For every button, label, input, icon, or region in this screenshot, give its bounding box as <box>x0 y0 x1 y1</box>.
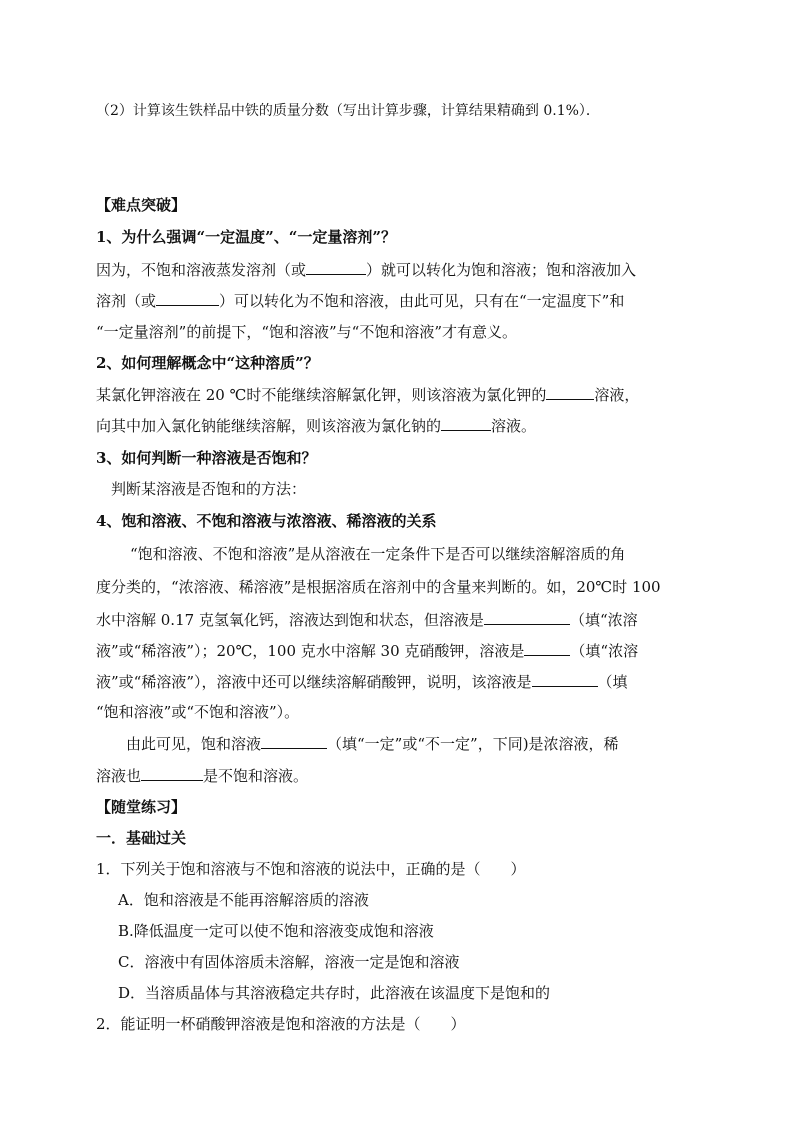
difficulty-section-title: 【难点突破】 <box>96 196 187 214</box>
question-1-option-d: D．当溶质晶体与其溶液稳定共存时，此溶液在该温度下是饱和的 <box>118 984 551 1002</box>
difficulty-paragraph-4-line-1: “饱和溶液、不饱和溶液”是从溶液在一定条件下是否可以继续溶解溶质的角 <box>130 545 626 563</box>
difficulty-paragraph-4-line-5 <box>96 672 628 692</box>
difficulty-heading-2: 2、如何理解概念中“这种溶质”？ <box>96 354 319 372</box>
text-segment: 水中溶解 0.17 克氢氧化钙，溶液达到饱和状态，但溶液是 <box>96 611 484 629</box>
text-segment: （填“一定”或“不一定”，下同)是浓溶液，稀 <box>327 735 619 753</box>
fill-blank <box>546 385 594 400</box>
fill-blank <box>306 260 366 275</box>
text-segment: 是不饱和溶液。 <box>203 767 309 785</box>
question-2-stem: 2．能证明一杯硝酸钾溶液是饱和溶液的方法是（ ） <box>96 1015 466 1033</box>
difficulty-paragraph-4-line-2: 度分类的，“浓溶液、稀溶液”是根据溶质在溶剂中的含量来判断的。如，20℃时 100 <box>96 578 661 596</box>
fill-blank <box>524 641 570 656</box>
text-segment: 因为，不饱和溶液蒸发溶剂（或 <box>96 261 307 279</box>
text-segment: 液”或“稀溶液”），溶液中还可以继续溶解硝酸钾，说明，该溶液是 <box>96 673 532 691</box>
difficulty-paragraph-4-line-3 <box>96 610 638 630</box>
difficulty-paragraph-3: 判断某溶液是否饱和的方法： <box>111 480 307 498</box>
difficulty-heading-3: 3、如何判断一种溶液是否饱和？ <box>96 449 317 467</box>
text-segment: ）可以转化为不饱和溶液，由此可见，只有在“一定温度下”和 <box>219 292 625 310</box>
text-segment: 液”或“稀溶液”）；20℃，100 克水中溶解 30 克硝酸钾，溶液是 <box>96 642 525 660</box>
text-segment: （填 <box>597 673 628 691</box>
fill-blank <box>532 672 598 687</box>
text-segment: 溶液也 <box>96 767 142 785</box>
fill-blank <box>141 766 203 781</box>
difficulty-paragraph-1-line-3: “一定量溶剂”的前提下，“饱和溶液”与“不饱和溶液”才有意义。 <box>96 323 518 341</box>
text-segment: ）就可以转化为饱和溶液；饱和溶液加入 <box>366 261 637 279</box>
text-segment: 由此可见，饱和溶液 <box>126 735 262 753</box>
difficulty-paragraph-1-line-1 <box>96 260 636 280</box>
text-segment: 溶液， <box>594 386 640 404</box>
text-segment: 溶液。 <box>491 417 537 435</box>
difficulty-paragraph-5-line-1 <box>126 734 619 754</box>
question-1-stem: 1．下列关于饱和溶液与不饱和溶液的说法中，正确的是（ ） <box>96 860 526 878</box>
practice-section-title: 【随堂练习】 <box>96 798 187 816</box>
basic-section-heading: 一．基础过关 <box>96 829 187 847</box>
question-1-option-c: C．溶液中有固体溶质未溶解，溶液一定是饱和溶液 <box>118 953 460 971</box>
fill-blank <box>441 416 491 431</box>
difficulty-heading-4: 4、饱和溶液、不饱和溶液与浓溶液、稀溶液的关系 <box>96 512 437 530</box>
difficulty-paragraph-4-line-6: “饱和溶液”或“不饱和溶液”）。 <box>96 703 300 721</box>
fill-blank <box>156 291 219 306</box>
text-segment: 向其中加入氯化钠能继续溶解，则该溶液为氯化钠的 <box>96 417 442 435</box>
text-segment: （填“浓溶 <box>569 611 638 629</box>
question-1-option-b: B.降低温度一定可以使不饱和溶液变成饱和溶液 <box>118 922 434 940</box>
difficulty-paragraph-4-line-4 <box>96 641 638 661</box>
question-1-option-a: A．饱和溶液是不能再溶解溶质的溶液 <box>118 891 369 909</box>
fill-blank <box>484 610 570 625</box>
difficulty-paragraph-2-line-1 <box>96 385 639 405</box>
difficulty-paragraph-5-line-2 <box>96 766 308 786</box>
difficulty-heading-1: 1、为什么强调“一定温度”、“一定量溶剂”？ <box>96 228 396 246</box>
question-2-calc: （2）计算该生铁样品中铁的质量分数（写出计算步骤，计算结果精确到 0.1%）． <box>96 103 600 119</box>
text-segment: 某氯化钾溶液在 20 ℃时不能继续溶解氯化钾，则该溶液为氯化钾的 <box>96 386 547 404</box>
difficulty-paragraph-1-line-2 <box>96 291 624 311</box>
fill-blank <box>261 734 327 749</box>
difficulty-paragraph-2-line-2 <box>96 416 536 436</box>
text-segment: 溶剂（或 <box>96 292 157 310</box>
text-segment: （填“浓溶 <box>570 642 639 660</box>
